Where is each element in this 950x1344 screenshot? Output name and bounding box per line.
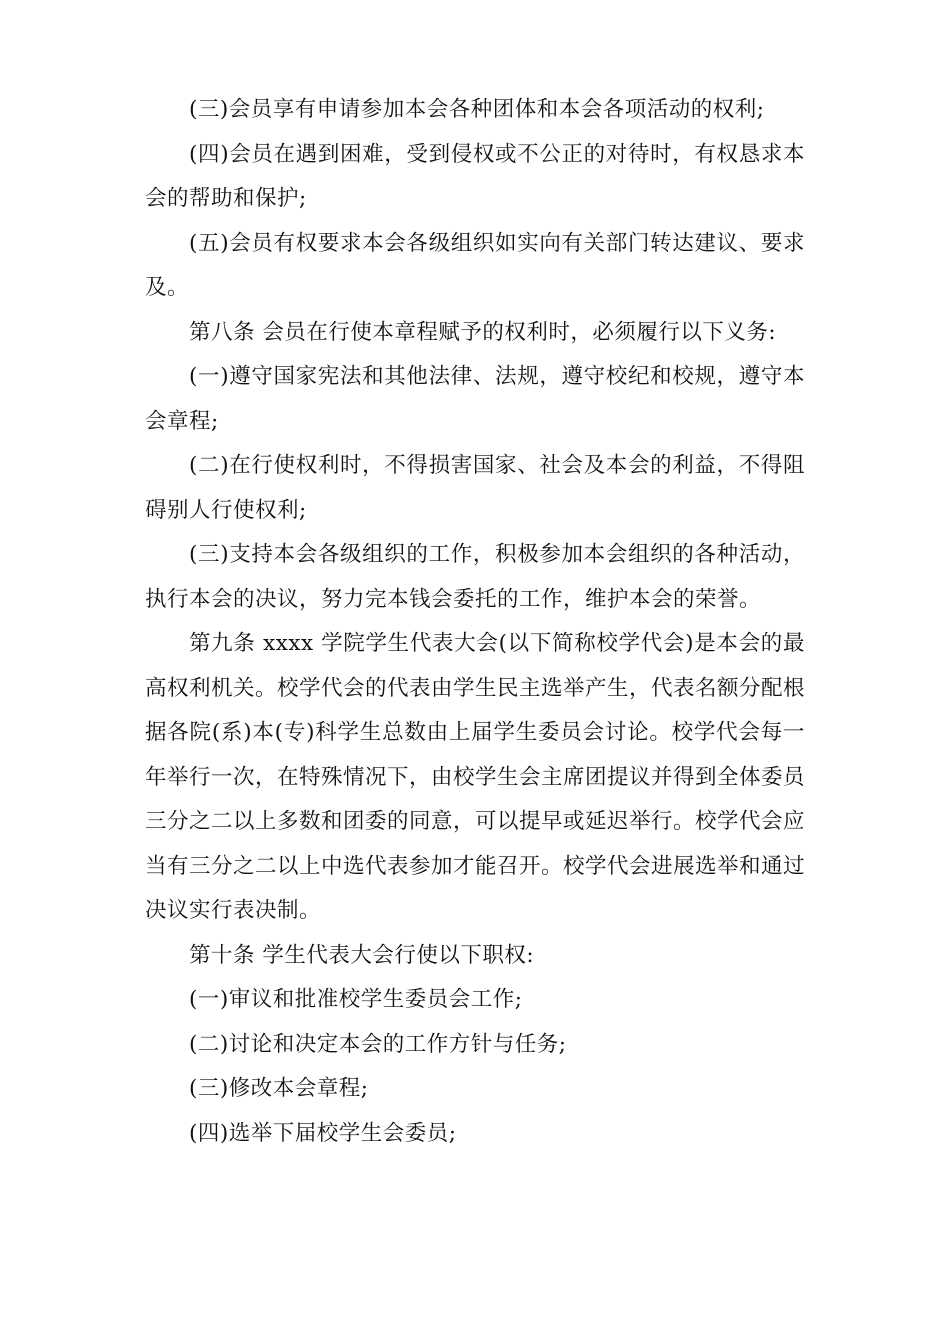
paragraph-member-right-5: (五)会员有权要求本会各级组织如实向有关部门转达建议、要求及。 (145, 230, 805, 300)
paragraph-duty-1: (一)遵守国家宪法和其他法律、法规，遵守校纪和校规，遵守本会章程; (145, 364, 805, 434)
paragraph-member-right-3: (三)会员享有申请参加本会各种团体和本会各项活动的权利; (189, 97, 765, 122)
paragraph-article-9: 第九条 xxxx 学院学生代表大会(以下简称校学代会)是本会的最高权利机关。校学代会的代表由学生民主选举产生，代表名额分配根据各院(系)本(专)科学生总数由上届学生委员会讨论。校学代会每一年举行一次，在特殊情况下，由校学生会主席团提议并得到全体委员三分之二以上多数和团委的同意，可以提早或延迟举行。校学代会应当有三分之二以上中选代表参加才能召开。校学代会进展选举和通过决议实行表决制。 (145, 631, 806, 923)
paragraph-article-8: 第八条 会员在行使本章程赋予的权利时，必须履行以下义务: (189, 319, 777, 345)
paragraph-power-3: (三)修改本会章程; (189, 1076, 369, 1101)
paragraph-power-1: (一)审议和批准校学生委员会工作; (189, 987, 523, 1012)
paragraph-article-10: 第十条 学生代表大会行使以下职权: (189, 942, 535, 968)
document-body (145, 88, 805, 1156)
paragraph-power-4: (四)选举下届校学生会委员; (189, 1120, 457, 1146)
paragraph-duty-3: (三)支持本会各级组织的工作，积极参加本会组织的各种活动，执行本会的决议，努力完本钱会委托的工作，维护本会的荣誉。 (145, 542, 805, 612)
paragraph-power-2: (二)讨论和决定本会的工作方针与任务; (189, 1031, 567, 1057)
paragraph-duty-2: (二)在行使权利时，不得损害国家、社会及本会的利益，不得阻碍别人行使权利; (145, 453, 805, 523)
paragraph-member-right-4: (四)会员在遇到困难，受到侵权或不公正的对待时，有权恳求本会的帮助和保护; (145, 141, 805, 211)
